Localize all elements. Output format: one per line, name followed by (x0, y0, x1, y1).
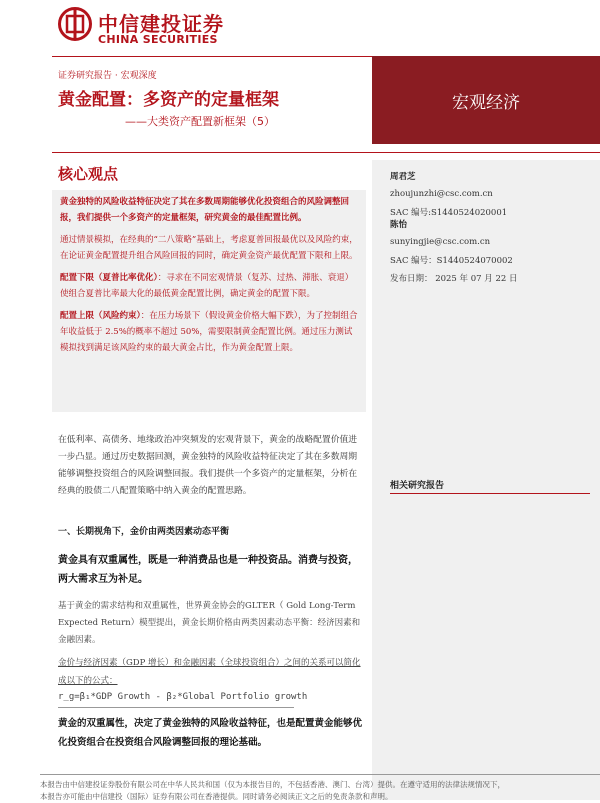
disclaimer-line-1: 本报告由中信建投证券股份有限公司在中华人民共和国（仅为本报告目的，不包括香港、澳门、台湾）提供。在遵守适用的法律法规情况下， (40, 780, 505, 789)
related-research-heading: 相关研究报告 (390, 481, 445, 491)
author-email[interactable]: sunyingjie@csc.com.cn (390, 237, 491, 247)
author-sac: SAC 编号：S1440524070002 (390, 256, 513, 266)
author-name: 周君芝 (390, 172, 416, 182)
core-summary-box (52, 190, 366, 412)
core-p2-label: 配置下限（夏普比率优化） (60, 273, 158, 283)
publish-date: 发布日期： 2025 年 07 月 22 日 (390, 274, 518, 284)
core-lead: 黄金独特的风险收益特征决定了其在多数周期能够优化投资组合的风险调整回报，我们提供一个多资产的定量框架，研究黄金的最佳配置比例。 (60, 197, 350, 223)
core-p3-label: 配置上限（风险约束） (60, 311, 141, 321)
conclusion-paragraph: 黄金的双重属性，决定了黄金独特的风险收益特征，也是配置黄金能够优化投资组合在投资组合风险调整回报的理论基础。 (58, 718, 363, 748)
core-paragraph-2 (60, 270, 358, 302)
intro-text: 在低利率、高债务、地缘政治冲突频发的宏观背景下，黄金的战略配置价值进一步凸显。通过历史数据回测，黄金独特的风险收益特征决定了其在多数周期能够调整投资组合的风险调整回报。我们提供一个多资产的定量框架，分析在经典的股债二八配置策略中纳入黄金的配置思路。 (58, 435, 358, 496)
author-2 (390, 218, 513, 266)
glter-paragraph: 基于黄金的需求结构和双重属性，世界黄金协会的GLTER（ Gold Long-Term Expected Return）模型提出，黄金长期价格由两类因素动态平衡：经济因素和金融因素。 (58, 601, 361, 645)
intro-paragraph (58, 432, 360, 500)
logo-icon (58, 7, 92, 41)
core-p2-text: ：寻求在不同宏观情景（复苏、过热、滞胀、衰退）使组合夏普比率最大化的最低黄金配置比例，确定黄金的配置下限。 (60, 273, 354, 299)
gold-price-formula: r_g=β₁*GDP Growth - β₂*Global Portfolio growth (58, 692, 308, 702)
core-paragraph-3 (60, 308, 358, 356)
core-heading: 核心观点 (58, 165, 119, 183)
author-name: 陈怡 (390, 220, 408, 230)
section-divider (52, 152, 600, 153)
core-paragraph-1: 通过情景模拟，在经典的“二八策略”基础上，考虑夏普回报最优以及风险约束，在论证黄金配置提升组合风险回报的同时，确定黄金资产最优配置下限和上限。 (60, 235, 358, 261)
brand-logo (58, 6, 268, 48)
core-p3-tail: 通过压力测试模拟找到满足该风险约束的最大黄金占比，作为黄金配置上限。 (60, 327, 353, 353)
formula-intro: 金价与经济因素（GDP 增长）和金融因素（全球投资组合）之间的关系可以简化成以下的公式： (58, 658, 361, 686)
brand-name-en: CHINA SECURITIES (98, 33, 218, 46)
disclaimer-footer (40, 779, 600, 803)
report-subtitle: ——大类资产配置新框架（5） (125, 115, 275, 128)
core-p3-red: ：在压力场景下（假设黄金价格大幅下跌），为了控制组合年收益低于 2.5%的概率不超过 50%，需要限制黄金配置比例。 (60, 311, 358, 337)
author-1 (390, 170, 507, 218)
disclaimer-line-2: 本报告亦可能由中信建投（国际）证券有限公司在香港提供。同时请务必阅读正文之后的免责条款和声明。 (40, 792, 393, 801)
formula-underline (58, 707, 294, 708)
report-title: 黄金配置：多资产的定量框架 (58, 90, 279, 110)
author-sidebar (372, 160, 600, 800)
category-box (372, 56, 600, 144)
footer-divider (40, 774, 600, 775)
brand-name-cn: 中信建投证券 (98, 12, 224, 36)
section-heading-1: 一、长期视角下，金价由两类因素动态平衡 (58, 527, 230, 537)
related-divider (390, 493, 590, 494)
bold-paragraph: 黄金具有双重属性，既是一种消费品也是一种投资品。消费与投资，两大需求互为补足。 (58, 555, 358, 585)
report-series: 证券研究报告 · 宏观深度 (58, 71, 157, 81)
category-label: 宏观经济 (452, 93, 520, 113)
author-email[interactable]: zhoujunzhi@csc.com.cn (390, 189, 493, 199)
author-sac: SAC 编号:S1440524020001 (390, 208, 508, 218)
